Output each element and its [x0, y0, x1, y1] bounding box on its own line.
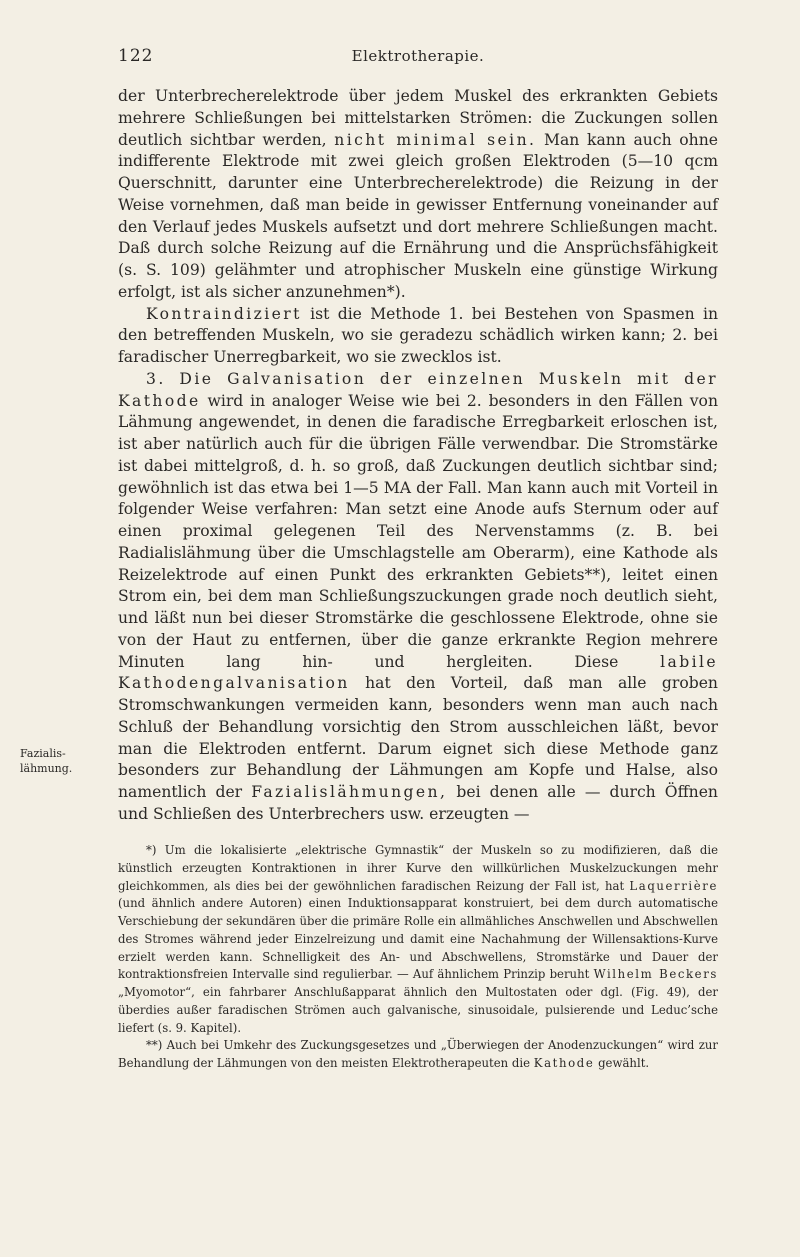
emphasis-kontraindiziert: Kontraindiziert: [146, 304, 302, 323]
footnote-2: [118, 1037, 718, 1073]
running-title: Elektrotherapie.: [351, 47, 485, 65]
footnote-1: [118, 842, 718, 1037]
emphasis-galvanisation-heading: 3. Die Galvanisation der einzelnen Muskeln mit der Kathode: [118, 369, 718, 410]
paragraph-3: [118, 369, 718, 826]
paragraph-1: [118, 86, 718, 304]
footnote-2-emphasis-kathode: Kathode: [533, 1056, 595, 1070]
footnote-1-author-laquerriere: Laquerrière: [629, 878, 718, 893]
footnote-1-author-becker: Wilhelm Beckers: [593, 967, 718, 982]
margin-note-line-1: Fazialis-: [20, 747, 66, 760]
emphasis-nicht-minimal: nicht minimal sein.: [334, 130, 537, 149]
main-text: [118, 86, 718, 826]
paragraph-3-text-2: hat den Vorteil, daß man alle groben Stromschwankungen vermeiden kann, besonders wenn man auch nach Schluß der Behandlung vorsichtig den Strom ausschleichen läßt, bevor man die Elektroden entfernt. Darum eignet sich diese Methode ganz besonders zur Behandlung der Lähmungen am Kopfe und Halse, also namentlich der: [118, 674, 718, 801]
footnote-2-text-b: gewählt.: [598, 1056, 650, 1070]
margin-note: [20, 746, 110, 776]
footnote-2-text-a: **) Auch bei Umkehr des Zuckungsgesetzes und „Überwiegen der Anodenzuckungen“ wird zur Behandlung der Lähmungen von den meisten Elektrotherapeuten die: [118, 1038, 718, 1070]
footnote-1-text-b: (und ähnlich andere Autoren) einen Induktionsapparat konstruiert, bei dem durch automatische Verschiebung der sekundären über die primäre Rolle ein allmähliches Anschwellen und Abschwellen des Stromes während jeder Einzelreizung und damit eine Nachahmung der Willensaktions-Kurve erzielt werden kann. Schnelligkeit des An- und Abschwellens, Stromstärke und Dauer der kontraktionsfreien Intervalle sind regulierbar. — Auf ähnlichem Prinzip beruht: [118, 896, 718, 982]
paragraph-3-text-1: wird in analoger Weise wie bei 2. besonders in den Fällen von Lähmung angewendet, in denen die faradische Erregbarkeit erloschen ist, ist aber natürlich auch für die übrigen Fälle verwendbar. Die Stromstärke ist dabei mittelgroß, d. h. so groß, daß Zuckungen deutlich sichtbar sind; gewöhnlich ist das etwa bei 1—5 MA der Fall. Man kann auch mit Vorteil in folgender Weise verfahren: Man setzt eine Anode aufs Sternum oder auf einen proximal gelegenen Teil des Nervenstamms (z. B. bei Radialislähmung über die Umschlagstelle am Oberarm), eine Kathode als Reizelektrode auf einen Punkt des erkrankten Gebiets**), leitet einen Strom ein, bei dem man Schließungszuckungen grade noch deutlich sieht, und läßt nun bei dieser Stromstärke die geschlossene Elektrode, ohne sie von der Haut zu entfernen, über die ganze erkrankte Region mehrere Minuten lang hin- und hergleiten. Diese: [118, 391, 718, 671]
paragraph-2: [118, 304, 718, 369]
page-header: [118, 46, 718, 72]
page-number: 122: [118, 46, 154, 66]
emphasis-fazialislaehmungen: Fazialislähmungen,: [251, 783, 448, 801]
emphasis-labile-kathodengalvanisation: labile Kathodengalvanisation: [118, 652, 718, 693]
paragraph-2-text: ist die Methode 1. bei Bestehen von Spasmen in den betreffenden Muskeln, wo sie geradezu schädlich wirken kann; 2. bei faradischer Unerregbarkeit, wo sie zwecklos ist.: [118, 304, 718, 366]
paragraph-1-rest: Man kann auch ohne indifferente Elektrode mit zwei gleich großen Elektroden (5—10 qcm Querschnitt, darunter eine Unterbrecherelektrode) die Reizung in der Weise vornehmen, daß man beide in gewisser Entfernung voneinander auf den Verlauf jedes Muskels aufsetzt und dort mehrere Schließungen macht. Daß durch solche Reizung auf die Ernährung und die Ansprüchsfähigkeit (s. S. 109) gelähmter und atrophischer Muskeln eine günstige Wirkung erfolgt, ist als sicher anzunehmen*).: [118, 130, 718, 301]
paragraph-3-text-3: bei denen alle — durch Öffnen und Schließen des Unterbrechers usw. erzeugten —: [118, 783, 718, 823]
footnote-1-text-a: *) Um die lokalisierte „elektrische Gymnastik“ der Muskeln so zu modifizieren, daß die künstlich erzeugten Kontraktionen in ihrer Kurve den willkürlichen Muskelzuckungen mehr gleichkommen, als dies bei der gewöhnlichen faradischen Reizung der Fall ist, hat: [118, 843, 718, 893]
paragraph-1-text: der Unterbrecherelektrode über jedem Muskel des erkrankten Gebiets mehrere Schließungen bei mittelstarken Strömen: die Zuckungen sollen deutlich sichtbar werden,: [118, 87, 718, 149]
footnote-1-text-c: „Myomotor“, ein fahrbarer Anschlußapparat ähnlich den Multostaten oder dgl. (Fig. 49), der überdies außer faradischen Strömen auch galvanische, sinusoidale, pulsierende und Leduc’sche liefert (s. 9. Kapitel).: [118, 985, 718, 1035]
footnotes: [118, 842, 718, 1073]
margin-note-line-2: lähmung.: [20, 762, 73, 775]
